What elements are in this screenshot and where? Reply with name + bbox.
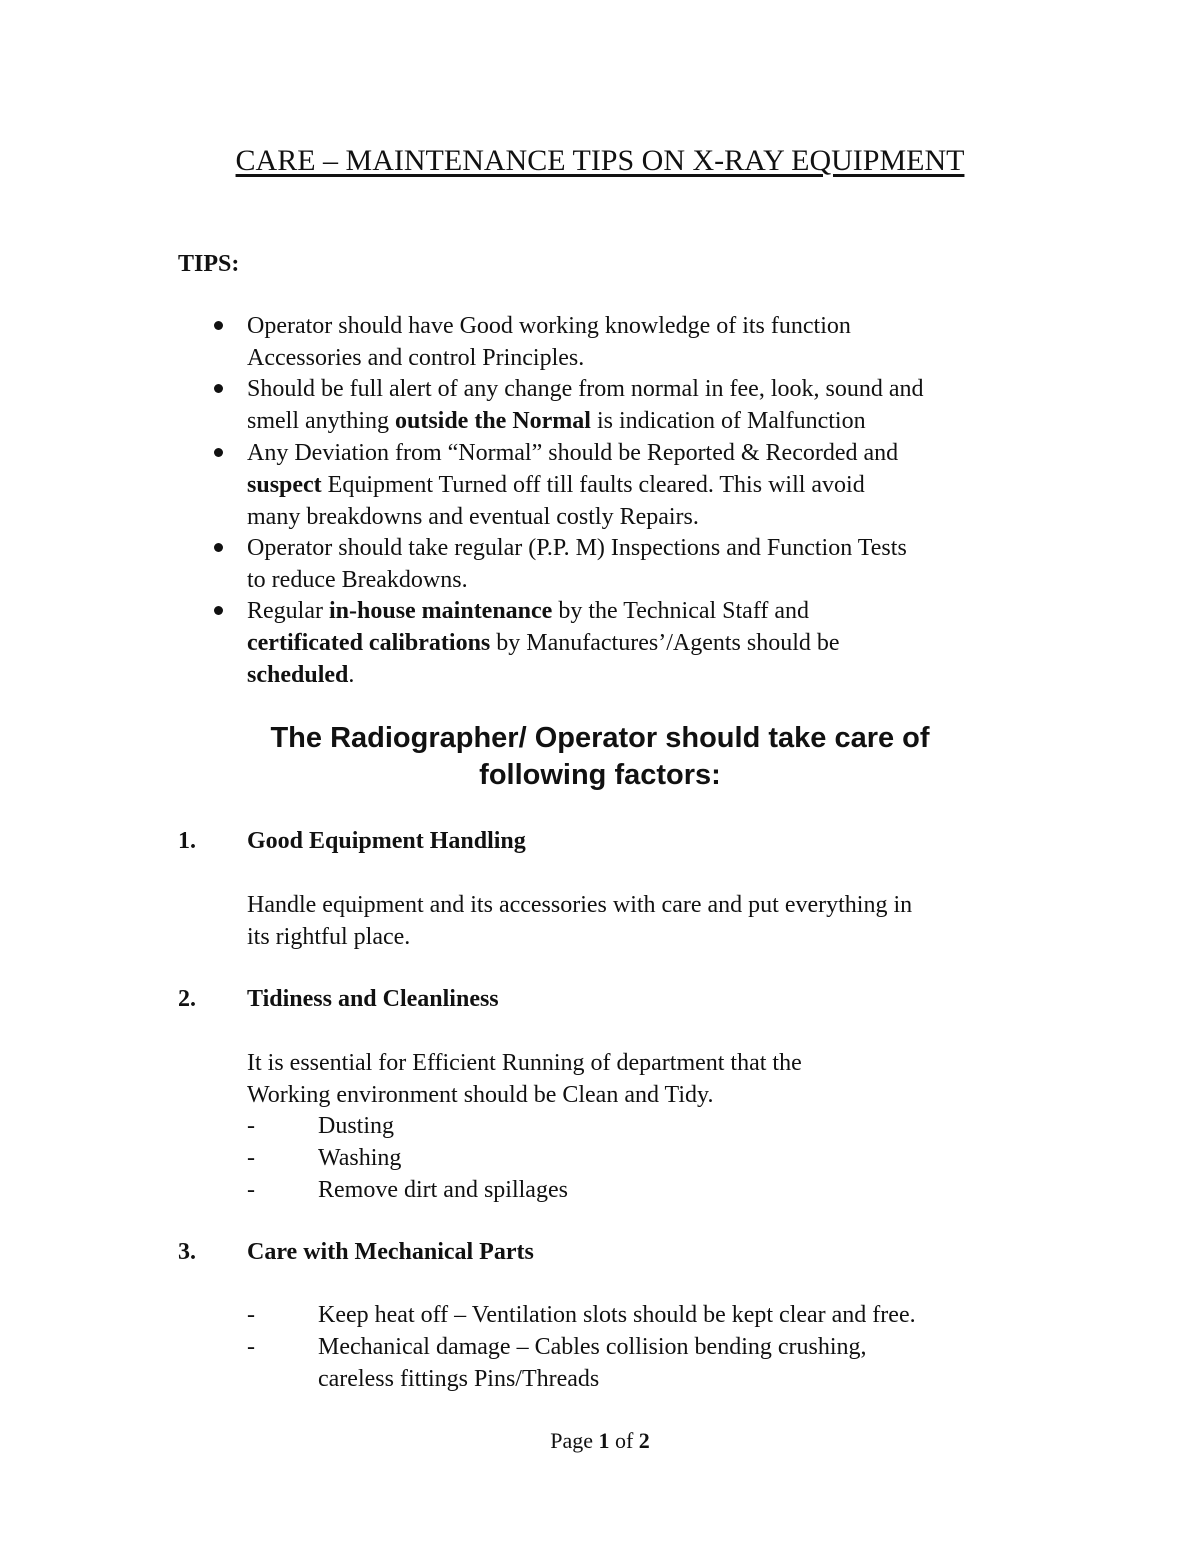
section-2-title: Tidiness and Cleanliness [247, 986, 499, 1012]
factors-heading-line-2: following factors: [479, 759, 721, 791]
dash-marker: - [247, 1113, 255, 1139]
tip-3-line-2: suspect Equipment Turned off till faults cleared. This will avoid [247, 472, 865, 498]
tip-5-line-3: scheduled. [247, 662, 355, 688]
section-2-item: Washing [318, 1145, 402, 1171]
tip-1-line-1: Operator should have Good working knowledge of its function [247, 313, 851, 339]
dash-marker: - [247, 1334, 255, 1360]
section-1-text-line-1: Handle equipment and its accessories with care and put everything in [247, 892, 913, 918]
section-1-text-line-2: its rightful place. [247, 924, 411, 950]
tip-3-line-1: Any Deviation from “Normal” should be Reported & Recorded and [247, 440, 899, 466]
section-3-number: 3. [178, 1239, 196, 1265]
bullet-icon [214, 384, 223, 393]
dash-marker: - [247, 1177, 255, 1203]
tip-2-line-2: smell anything outside the Normal is indication of Malfunction [247, 408, 866, 434]
section-2-item: Dusting [318, 1113, 395, 1139]
tip-4-line-1: Operator should take regular (P.P. M) Inspections and Function Tests [247, 535, 907, 561]
section-2-text-line-1: It is essential for Efficient Running of department that the [247, 1050, 802, 1076]
section-2-number: 2. [178, 986, 196, 1012]
tips-label: TIPS: [178, 251, 240, 277]
section-3-title: Care with Mechanical Parts [247, 1239, 534, 1265]
bullet-icon [214, 606, 223, 615]
factors-heading-line-1: The Radiographer/ Operator should take care of [270, 722, 930, 754]
tip-5-line-2: certificated calibrations by Manufactures’/Agents should be [247, 630, 840, 656]
section-1-title: Good Equipment Handling [247, 828, 526, 854]
section-3-item-1: Keep heat off – Ventilation slots should be kept clear and free. [318, 1302, 916, 1328]
section-2-item: Remove dirt and spillages [318, 1177, 568, 1203]
document-title: CARE – MAINTENANCE TIPS ON X-RAY EQUIPMENT [235, 144, 965, 177]
bullet-icon [214, 448, 223, 457]
tip-2-line-1: Should be full alert of any change from normal in fee, look, sound and [247, 376, 924, 402]
section-3-item-2-line-1: Mechanical damage – Cables collision bending crushing, [318, 1334, 867, 1360]
bullet-icon [214, 543, 223, 552]
section-2-text-line-2: Working environment should be Clean and Tidy. [247, 1082, 714, 1108]
tip-3-line-3: many breakdowns and eventual costly Repairs. [247, 504, 699, 530]
tip-1-line-2: Accessories and control Principles. [247, 345, 585, 371]
tip-4-line-2: to reduce Breakdowns. [247, 567, 468, 593]
section-3-item-2-line-2: careless fittings Pins/Threads [318, 1366, 600, 1392]
page-number-footer: Page 1 of 2 [550, 1428, 650, 1453]
dash-marker: - [247, 1302, 255, 1328]
section-1-number: 1. [178, 828, 196, 854]
tip-5-line-1: Regular in-house maintenance by the Technical Staff and [247, 598, 810, 624]
bullet-icon [214, 321, 223, 330]
dash-marker: - [247, 1145, 255, 1171]
